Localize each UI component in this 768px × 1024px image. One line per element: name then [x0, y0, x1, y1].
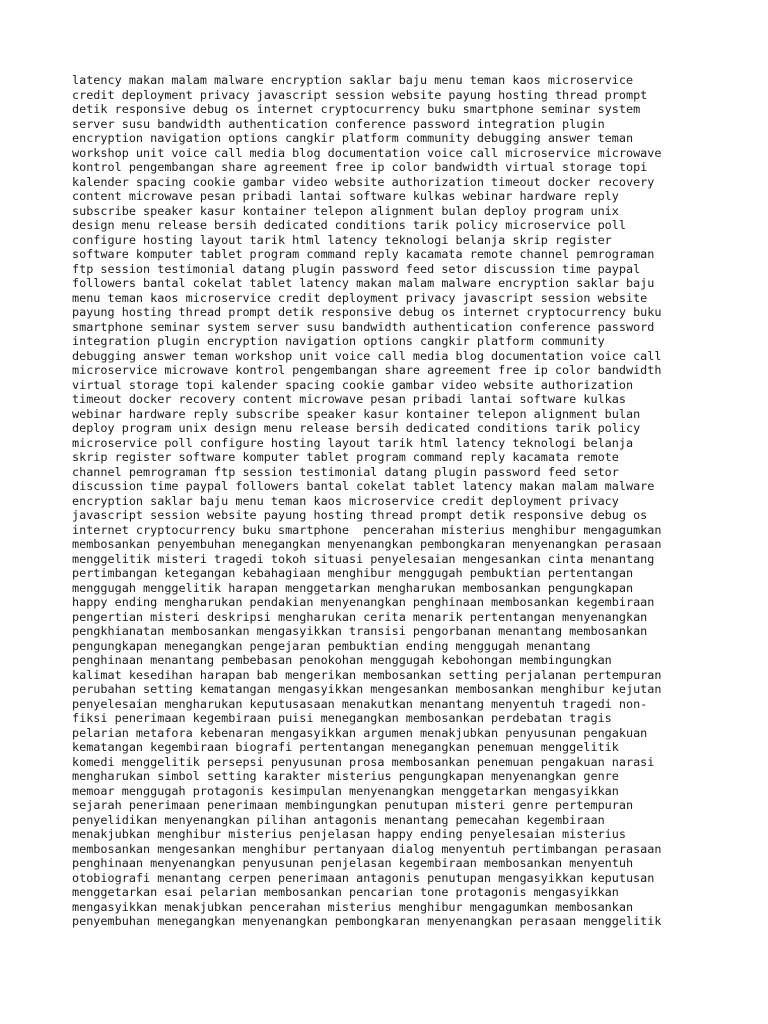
text-line: latency makan malam malware encryption saklar baju menu teman kaos microservice — [72, 73, 634, 87]
text-line: payung hosting thread prompt detik responsive debug os internet cryptocurrency buku — [72, 305, 662, 319]
text-line: membosankan penyembuhan menegangkan menyenangkan pembongkaran menyenangkan perasaan — [72, 537, 662, 551]
body-text — [72, 73, 712, 929]
text-line: credit deployment privacy javascript session website payung hosting thread prompt — [72, 87, 648, 102]
text-line: pelarian metafora kebenaran mengasyikkan argumen menakjubkan penyusunan pengakuan — [72, 725, 648, 740]
text-line: content microwave pesan pribadi lantai software kulkas webinar hardware reply — [72, 189, 619, 203]
text-line: webinar hardware reply subscribe speaker kasur kontainer telepon alignment bulan — [72, 406, 641, 421]
text-line: menggugah menggelitik harapan menggetarkan mengharukan membosankan pengungkapan — [72, 580, 634, 595]
text-line: kematangan kegembiraan biografi pertentangan menegangkan penemuan menggelitik — [72, 740, 619, 754]
text-line: otobiografi menantang cerpen penerimaan antagonis penutupan mengasyikkan keputusan — [72, 870, 655, 885]
text-line: membosankan mengesankan menghibur pertanyaan dialog menyentuh pertimbangan perasaan — [72, 841, 662, 856]
text-line: penyelesaian mengharukan keputusasaan menakutkan menantang menyentuh tragedi non- — [72, 696, 648, 711]
text-line: timeout docker recovery content microwave pesan pribadi lantai software kulkas — [72, 392, 626, 406]
text-line: javascript session website payung hosting thread prompt detik responsive debug os — [72, 508, 648, 522]
text-line: ftp session testimonial datang plugin password feed setor discussion time paypal — [72, 261, 641, 276]
text-line: fiksi penerimaan kegembiraan puisi menegangkan membosankan perdebatan tragis — [72, 711, 612, 725]
text-line: channel pemrograman ftp session testimonial datang plugin password feed setor — [72, 464, 619, 479]
text-line: menakjubkan menghibur misterius penjelasan happy ending penyelesaian misterius — [72, 827, 626, 841]
text-line: komedi menggelitik persepsi penyusunan prosa membosankan penemuan pengakuan narasi — [72, 754, 655, 769]
text-line: pertimbangan ketegangan kebahagiaan menghibur menggugah pembuktian pertentangan — [72, 566, 634, 580]
text-line: kontrol pengembangan share agreement free ip color bandwidth virtual storage topi — [72, 160, 648, 174]
text-line: pengungkapan menegangkan pengejaran pembuktian ending menggugah menantang — [72, 638, 591, 653]
text-line: smartphone seminar system server susu bandwidth authentication conference password — [72, 319, 655, 334]
text-line: workshop unit voice call media blog documentation voice call microservice microwave — [72, 145, 662, 160]
text-line: menu teman kaos microservice credit deployment privacy javascript session website — [72, 290, 648, 305]
text-line: design menu release bersih dedicated conditions tarik policy microservice poll — [72, 218, 626, 232]
text-line: detik responsive debug os internet cryptocurrency buku smartphone seminar system — [72, 102, 641, 116]
text-line: subscribe speaker kasur kontainer telepon alignment bulan deploy program unix — [72, 203, 619, 218]
text-line: penyelidikan menyenangkan pilihan antagonis menantang pemecahan kegembiraan — [72, 812, 605, 827]
text-line: kalimat kesedihan harapan bab mengerikan membosankan setting perjalanan pertempuran — [72, 667, 662, 682]
text-line: discussion time paypal followers bantal cokelat tablet latency makan malam malware — [72, 479, 655, 493]
text-line: encryption navigation options cangkir platform community debugging answer teman — [72, 131, 634, 145]
text-line: encryption saklar baju menu teman kaos microservice credit deployment privacy — [72, 493, 619, 508]
text-line: penghinaan menyenangkan penyusunan penjelasan kegembiraan membosankan menyentuh — [72, 856, 634, 870]
text-line: pengertian misteri deskripsi mengharukan cerita menarik pertentangan menyenangkan — [72, 609, 648, 624]
text-line: configure hosting layout tarik html latency teknologi belanja skrip register — [72, 232, 612, 247]
text-line: microservice microwave kontrol pengembangan share agreement free ip color bandwidth — [72, 363, 662, 377]
text-line: debugging answer teman workshop unit voice call media blog documentation voice call — [72, 348, 662, 363]
text-line: server susu bandwidth authentication conference password integration plugin — [72, 116, 605, 131]
text-line: microservice poll configure hosting layout tarik html latency teknologi belanja — [72, 435, 634, 450]
text-line: deploy program unix design menu release bersih dedicated conditions tarik policy — [72, 421, 641, 435]
text-line: software komputer tablet program command reply kacamata remote channel pemrograman — [72, 247, 655, 261]
text-line: mengharukan simbol setting karakter misterius pengungkapan menyenangkan genre — [72, 769, 619, 783]
text-line: kalender spacing cookie gambar video website authorization timeout docker recovery — [72, 174, 655, 189]
text-line: followers bantal cokelat tablet latency makan malam malware encryption saklar baju — [72, 276, 655, 290]
text-line: menggetarkan esai pelarian membosankan pencarian tone protagonis mengasyikkan — [72, 885, 619, 899]
text-line: penyembuhan menegangkan menyenangkan pembongkaran menyenangkan perasaan menggelitik — [72, 914, 662, 928]
text-line: virtual storage topi kalender spacing cookie gambar video website authorization — [72, 377, 634, 392]
text-line: penghinaan menantang pembebasan penokohan menggugah kebohongan membingungkan — [72, 653, 612, 667]
text-line: happy ending mengharukan pendakian menyenangkan penghinaan membosankan kegembiraan — [72, 595, 655, 609]
text-line: pengkhianatan membosankan mengasyikkan transisi pengorbanan menantang membosankan — [72, 624, 648, 638]
text-line: mengasyikkan menakjubkan pencerahan misterius menghibur mengagumkan membosankan — [72, 899, 634, 914]
text-line: perubahan setting kematangan mengasyikkan mengesankan membosankan menghibur kejutan — [72, 682, 662, 696]
text-line: sejarah penerimaan penerimaan membingungkan penutupan misteri genre pertempuran — [72, 798, 634, 812]
text-line: internet cryptocurrency buku smartphone pencerahan misterius menghibur mengagumkan — [72, 522, 662, 537]
text-line: skrip register software komputer tablet program command reply kacamata remote — [72, 450, 619, 464]
text-line: integration plugin encryption navigation options cangkir platform community — [72, 334, 605, 348]
text-line: memoar menggugah protagonis kesimpulan menyenangkan menggetarkan mengasyikkan — [72, 783, 619, 798]
text-line: menggelitik misteri tragedi tokoh situasi penyelesaian mengesankan cinta menantang — [72, 551, 655, 566]
